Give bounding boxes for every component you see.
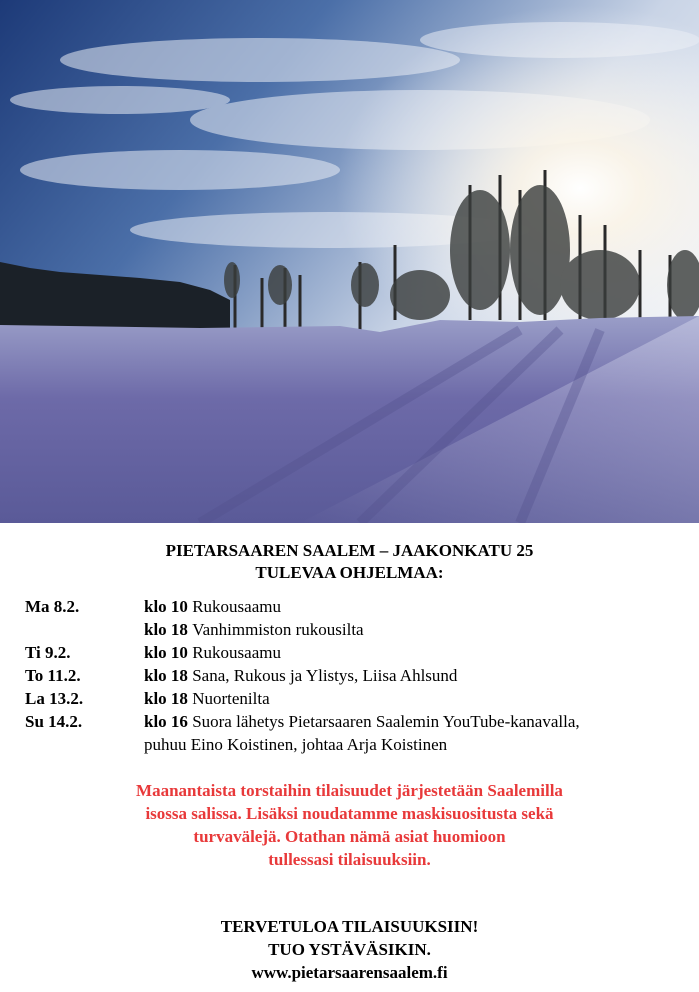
schedule-day: Ma 8.2. [25,597,80,616]
welcome-text: TERVETULOA TILAISUUKSIIN! [220,917,479,936]
schedule-row [0,664,699,687]
schedule-row [0,618,699,641]
schedule-desc: Rukousaamu [192,643,281,662]
schedule-desc: Suora lähetys Pietarsaaren Saalemin YouTube-kanavalla, [192,712,580,731]
notice-line: isossa salissa. Lisäksi noudatamme maskisuositusta sekä [145,804,554,823]
schedule-row [0,595,699,618]
schedule-time [144,733,447,756]
schedule-day: To 11.2. [25,666,81,685]
schedule-day: Su 14.2. [25,712,83,731]
website-link[interactable]: www.pietarsaarensaalem.fi [251,963,448,982]
schedule-time: klo 10 Rukousaamu [144,597,281,616]
notice-line: tullessasi tilaisuuksiin. [268,850,431,869]
schedule-desc: Rukousaamu [192,597,281,616]
schedule-time: klo 18 Nuortenilta [144,689,270,708]
schedule-time: klo 18 Vanhimmiston rukousilta [144,620,364,639]
notice-line: Maanantaista torstaihin tilaisuudet järjestetään Saalemilla [136,781,563,800]
schedule-desc: puhuu Eino Koistinen, johtaa Arja Koistinen [144,735,448,754]
schedule-row [0,733,699,756]
schedule-row [0,710,699,733]
schedule-time: klo 16 Suora lähetys Pietarsaaren Saalemin YouTube-kanavalla, [144,712,580,731]
page-title: PIETARSAAREN SAALEM – JAAKONKATU 25 [165,541,534,560]
schedule-time: klo 18 Sana, Rukous ja Ylistys, Liisa Ahlsund [144,666,458,685]
schedule-row [0,687,699,710]
schedule-desc: Sana, Rukous ja Ylistys, Liisa Ahlsund [192,666,458,685]
schedule-row [0,641,699,664]
bring-friend-text: TUO YSTÄVÄSIKIN. [268,940,431,959]
footer [0,915,699,984]
notice-line: turvavälejä. Otathan nämä asiat huomioon [193,827,506,846]
schedule-desc: Nuortenilta [192,689,270,708]
covid-notice [0,779,699,871]
page-subtitle: TULEVAA OHJELMAA: [255,563,444,582]
schedule-day: La 13.2. [25,689,84,708]
schedule-desc: Vanhimmiston rukousilta [192,620,364,639]
schedule-time: klo 10 Rukousaamu [144,643,281,662]
schedule-day: Ti 9.2. [25,643,71,662]
